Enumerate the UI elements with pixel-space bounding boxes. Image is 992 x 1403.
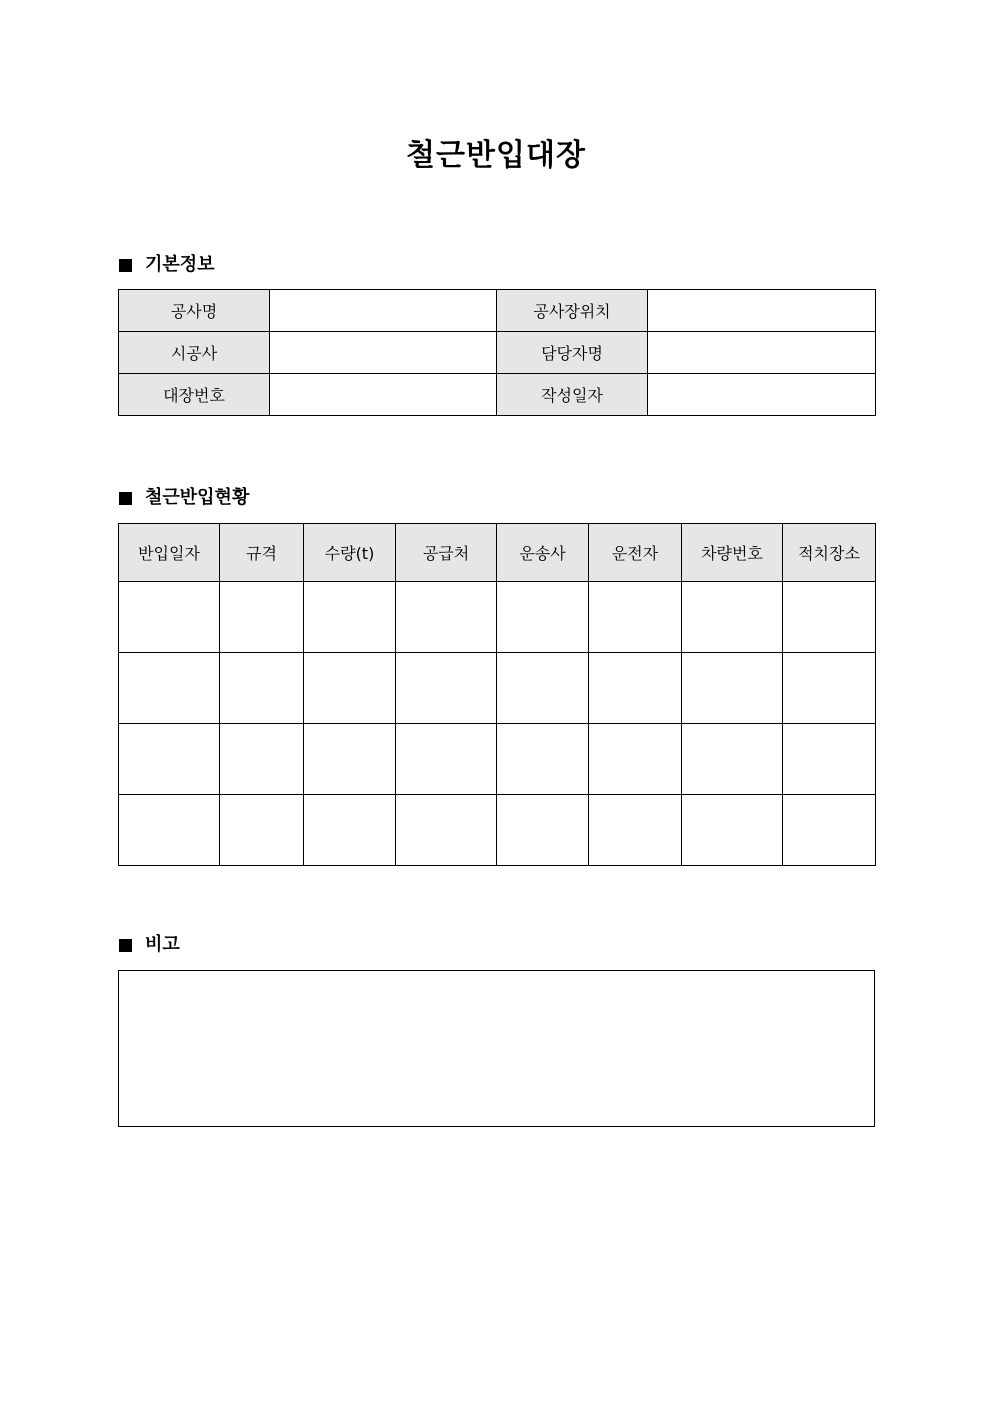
table-cell[interactable] bbox=[783, 724, 876, 795]
manager-name-label: 담당자명 bbox=[497, 332, 648, 374]
table-cell[interactable] bbox=[682, 724, 783, 795]
document-title: 철근반입대장 bbox=[406, 138, 586, 173]
table-cell[interactable] bbox=[119, 582, 220, 653]
table-cell[interactable] bbox=[589, 582, 682, 653]
remarks-heading bbox=[119, 933, 180, 957]
table-cell[interactable] bbox=[119, 795, 220, 866]
delivery-status-heading-text: 철근반입현황 bbox=[145, 487, 250, 508]
column-header-driver: 운전자 bbox=[589, 524, 682, 582]
site-location-field[interactable] bbox=[648, 290, 876, 332]
table-cell[interactable] bbox=[589, 795, 682, 866]
project-name-label: 공사명 bbox=[119, 290, 270, 332]
table-row bbox=[119, 724, 876, 795]
square-bullet-icon bbox=[119, 939, 132, 952]
table-cell[interactable] bbox=[497, 582, 589, 653]
delivery-status-heading bbox=[119, 486, 249, 510]
basic-info-heading-text: 기본정보 bbox=[145, 254, 215, 275]
table-cell[interactable] bbox=[497, 724, 589, 795]
column-header-vehicle-number: 차량번호 bbox=[682, 524, 783, 582]
column-header-delivery-date: 반입일자 bbox=[119, 524, 220, 582]
table-cell[interactable] bbox=[783, 795, 876, 866]
basic-info-row bbox=[119, 332, 876, 374]
date-written-label: 작성일자 bbox=[497, 374, 648, 416]
square-bullet-icon bbox=[119, 492, 132, 505]
delivery-header-row bbox=[119, 524, 876, 582]
basic-info-heading bbox=[119, 253, 215, 277]
table-cell[interactable] bbox=[220, 582, 304, 653]
table-cell[interactable] bbox=[304, 582, 396, 653]
date-written-field[interactable] bbox=[648, 374, 876, 416]
table-cell[interactable] bbox=[396, 653, 497, 724]
table-cell[interactable] bbox=[304, 724, 396, 795]
table-cell[interactable] bbox=[682, 795, 783, 866]
table-row bbox=[119, 653, 876, 724]
table-row bbox=[119, 795, 876, 866]
table-row bbox=[119, 582, 876, 653]
site-location-label: 공사장위치 bbox=[497, 290, 648, 332]
table-cell[interactable] bbox=[682, 653, 783, 724]
manager-name-field[interactable] bbox=[648, 332, 876, 374]
square-bullet-icon bbox=[119, 259, 132, 272]
table-cell[interactable] bbox=[589, 724, 682, 795]
table-cell[interactable] bbox=[119, 653, 220, 724]
basic-info-row bbox=[119, 290, 876, 332]
table-cell[interactable] bbox=[783, 582, 876, 653]
remarks-heading-text: 비고 bbox=[145, 934, 180, 955]
delivery-status-table bbox=[118, 523, 876, 866]
table-cell[interactable] bbox=[396, 795, 497, 866]
ledger-number-label: 대장번호 bbox=[119, 374, 270, 416]
table-cell[interactable] bbox=[682, 582, 783, 653]
table-cell[interactable] bbox=[589, 653, 682, 724]
table-cell[interactable] bbox=[497, 795, 589, 866]
table-cell[interactable] bbox=[119, 724, 220, 795]
table-cell[interactable] bbox=[783, 653, 876, 724]
column-header-quantity: 수량(t) bbox=[304, 524, 396, 582]
ledger-number-field[interactable] bbox=[270, 374, 497, 416]
project-name-field[interactable] bbox=[270, 290, 497, 332]
table-cell[interactable] bbox=[304, 795, 396, 866]
table-cell[interactable] bbox=[220, 653, 304, 724]
column-header-storage-location: 적치장소 bbox=[783, 524, 876, 582]
remarks-box[interactable] bbox=[118, 970, 875, 1127]
contractor-label: 시공사 bbox=[119, 332, 270, 374]
table-cell[interactable] bbox=[396, 724, 497, 795]
column-header-carrier: 운송사 bbox=[497, 524, 589, 582]
contractor-field[interactable] bbox=[270, 332, 497, 374]
table-cell[interactable] bbox=[220, 724, 304, 795]
table-cell[interactable] bbox=[304, 653, 396, 724]
column-header-supplier: 공급처 bbox=[396, 524, 497, 582]
table-cell[interactable] bbox=[497, 653, 589, 724]
basic-info-table bbox=[118, 289, 876, 416]
basic-info-row bbox=[119, 374, 876, 416]
table-cell[interactable] bbox=[396, 582, 497, 653]
table-cell[interactable] bbox=[220, 795, 304, 866]
column-header-spec: 규격 bbox=[220, 524, 304, 582]
